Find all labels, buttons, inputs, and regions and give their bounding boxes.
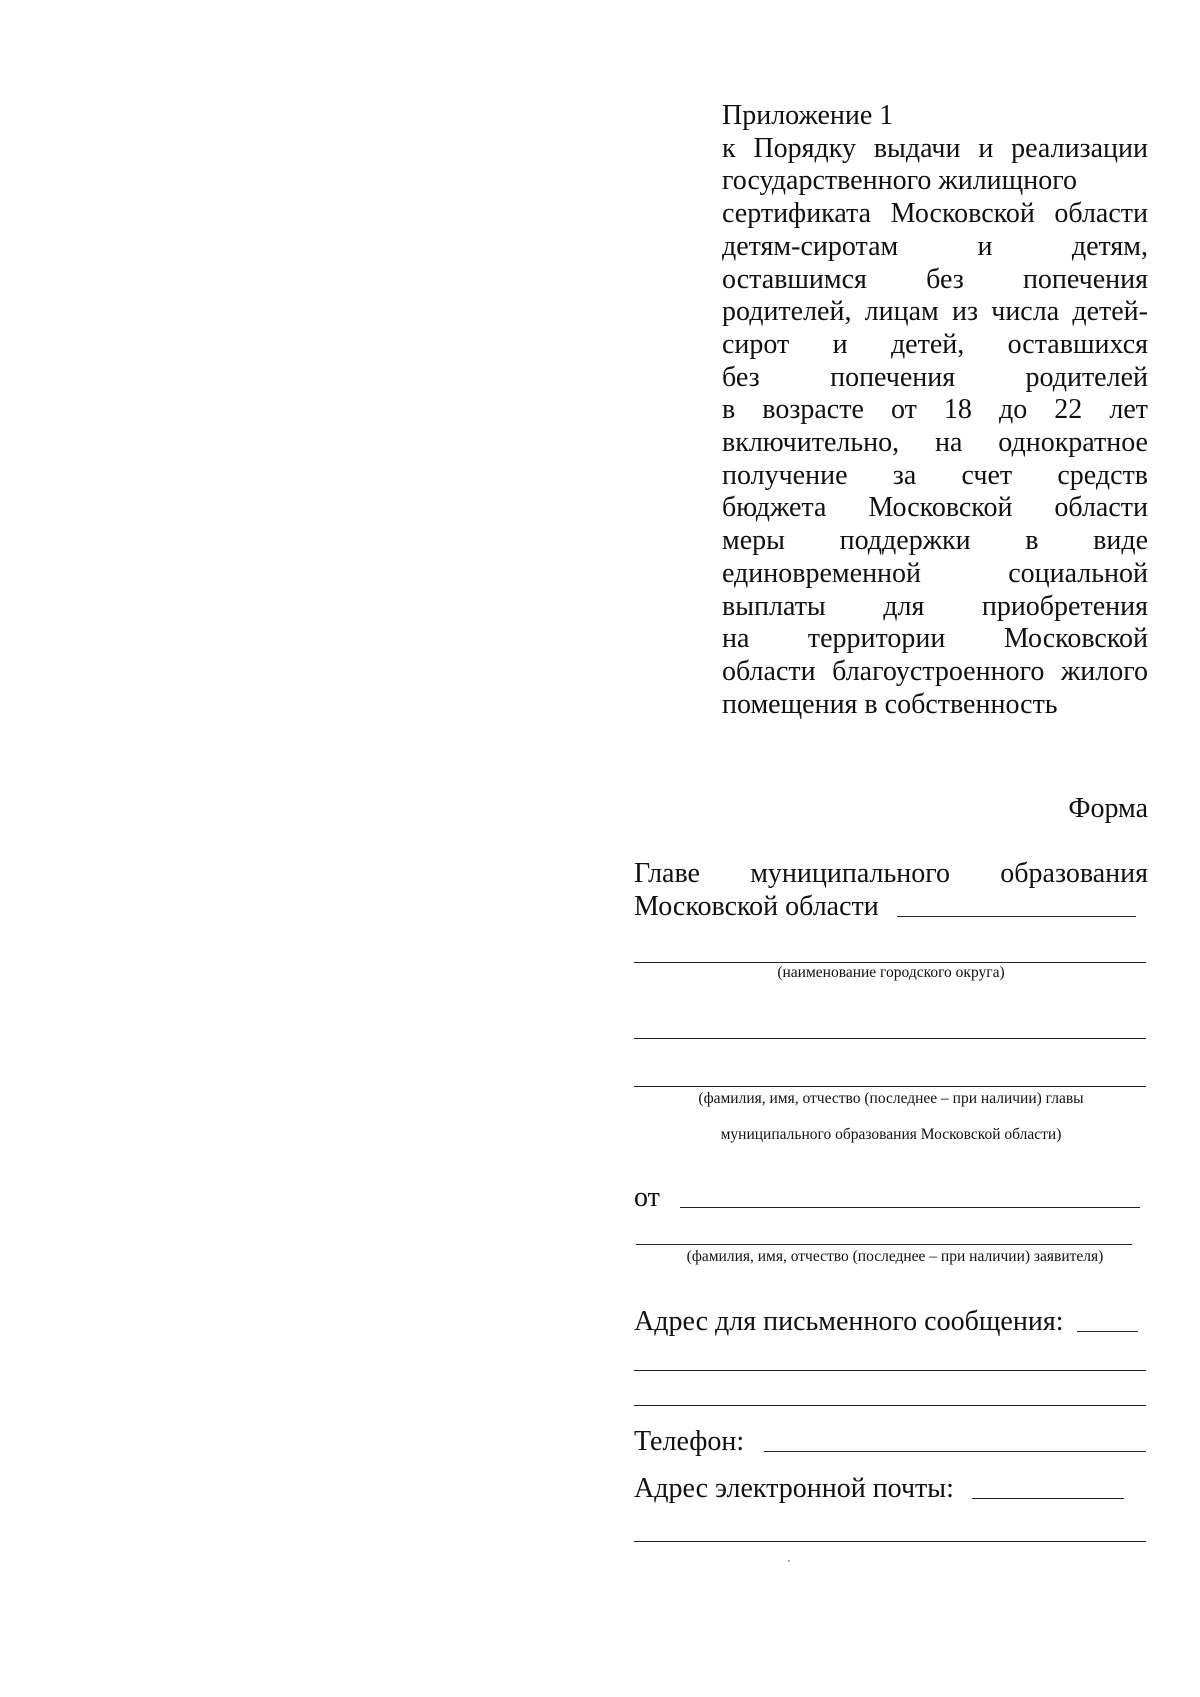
appendix-line: меры поддержки в виде [722,525,1148,557]
scan-speck [788,1560,790,1562]
phone-label: Телефон: [634,1426,745,1457]
appendix-line: включительно, на однократное [722,427,1148,459]
email-label: Адрес электронной почты: [634,1473,954,1504]
phone-field[interactable] [764,1451,1146,1452]
applicant-name-field-2[interactable] [636,1244,1132,1245]
from-row [634,1182,1148,1214]
appendix-line: единовременной социальной [722,557,1148,589]
appendix-line: в возрасте от 18 до 22 лет [722,394,1148,426]
from-label: от [634,1182,660,1213]
email-row [634,1473,1148,1505]
applicant-caption: (фамилия, имя, отчество (последнее – при наличии) заявителя) [686,1248,1104,1265]
addressee-region-text: Московской области [634,891,879,922]
appendix-line: сирот и детей, оставшихся [722,328,1148,360]
applicant-name-field[interactable] [680,1207,1140,1208]
head-name-field-2[interactable] [634,1086,1146,1087]
appendix-line: оставшимся без попечения [722,263,1148,295]
phone-row [634,1426,1148,1458]
district-name-field[interactable] [634,962,1146,963]
appendix-line: на территории Московской [722,623,1148,655]
addressee-line-2 [634,891,1148,923]
appendix-line: детям-сиротам и детям, [722,230,1148,262]
appendix-line: к Порядку выдачи и реализации [722,132,1148,164]
head-caption-line-1: (фамилия, имя, отчество (последнее – при наличии) главы [698,1090,1084,1107]
appendix-line: получение за счет средств [722,459,1148,491]
appendix-line: без попечения родителей [722,361,1148,393]
postal-address-field-2[interactable] [634,1370,1146,1371]
head-name-field[interactable] [634,1038,1146,1039]
addressee-to-text: Главе муниципального образования [634,858,1148,889]
district-caption: (наименование городского округа) [777,964,1005,981]
municipality-name-field[interactable] [897,916,1136,917]
appendix-line: выплаты для приобретения [722,590,1148,622]
appendix-line: родителей, лицам из числа детей- [722,296,1148,328]
head-caption-line-2: муниципального образования Московской области) [720,1126,1062,1143]
email-field-2[interactable] [634,1541,1146,1542]
form-label: Форма [1068,793,1148,824]
appendix-line: сертификата Московской области [722,198,1148,230]
postal-address-field-3[interactable] [634,1405,1146,1406]
addressee-line-1 [634,858,1148,890]
postal-address-label: Адрес для письменного сообщения: [634,1306,1064,1337]
postal-address-field[interactable] [1077,1331,1138,1332]
appendix-line: области благоустроенного жилого [722,655,1148,687]
appendix-line: бюджета Московской области [722,492,1148,524]
postal-address-row [634,1306,1148,1338]
appendix-line: помещения в собственность [722,688,1058,720]
addressee-block [634,0,1148,1697]
appendix-line: государственного жилищного [722,165,1077,197]
appendix-title: Приложение 1 [722,100,894,131]
email-field[interactable] [972,1498,1124,1499]
